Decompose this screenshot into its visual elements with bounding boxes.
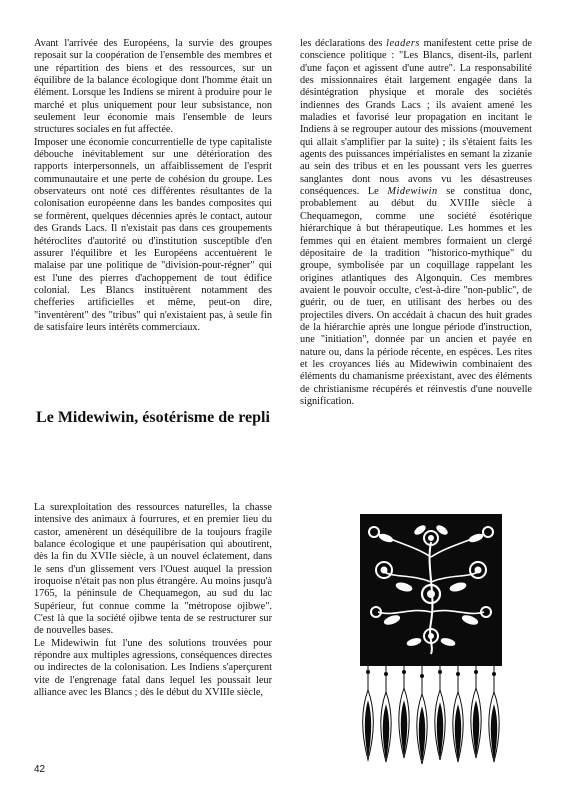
page-number: 42	[34, 764, 46, 775]
text-run: les déclarations des	[300, 38, 387, 49]
left-column-bottom	[34, 502, 272, 700]
text-run: se constitua donc, probablement au début du XVIIIe siècle à Chequamegon, comme une société ésotérique hiérarchique à but thérapeutique. Les hommes et les femmes qui en étaient membres formaient un clergé dépositaire de la tradition "historico-mythique" du groupe, symbolisée par un coquillage rappelant les origines atlantiques des Algonquin. Ces membres avaient le pouvoir occulte, c'est-à-dire "non-public", de guérir, ou de tuer, en utilisant des herbes ou des projectiles divers. On accédait à chacun des huit grades de la hiérarchie après une longue période d'instruction, une "initiation", donnée par un ancien et payée en nature ou, dans la période récente, en espèces. Les rites et les croyances liés au Midewiwin combinaient des éléments du chamanisme préexistant, avec des éléments de christianisme récupérés et réinvestis d'une nouvelle signification.	[300, 186, 532, 407]
emphasis-leaders: leaders	[386, 38, 420, 49]
left-column-top	[34, 38, 272, 334]
paragraph: Imposer une économie concurrentielle de type capitaliste débouche inévitablement sur une détérioration des rapports interpersonnels, un affaiblissement de l'esprit communautaire et une perte de cohésion du groupe. Les observateurs ont noté ces différentes résultantes de la colonisation européenne dans les bandes composites qui se formèrent, quelques décennies après le contact, autour des Grands Lacs. Il n'existait pas dans ces groupements hétéroclites d'autorité ou d'institution susceptible d'en assurer l'équilibre et les Européens accentuèrent le malaise par une politique de "division-pour-régner" qui est l'une des pierres d'achoppement de tout édifice colonial. Les Blancs instituèrent notamment des chefferies artificielles et même, peut-on dire, "inventèrent" des "tribus" qui n'existaient pas, à seule fin de satisfaire leurs intérêts commerciaux.	[34, 136, 272, 333]
paragraph	[300, 38, 532, 408]
paragraph: La surexploitation des ressources naturelles, la chasse intensive des animaux à fourrures, et en premier lieu du castor, amenèrent un déséquilibre de la toujours fragile balance écologique et une paupérisation qui aboutirent, dès la fin du XVIIe siècle, à un nouvel éclatement, dans le sens d'un glissement vers l'Ouest auquel la pression iroquoise n'était pas non plus étrangère. Au moins jusqu'à 1765, la péninsule de Chequamegon, au sud du lac Supérieur, fut connue comme la "métropose ojibwe". C'est là que la société ojibwe tenta de se restructurer sur de nouvelles bases.	[34, 502, 272, 637]
emphasis-midewiwin: Midewiwin	[387, 186, 438, 198]
feather-fringe	[363, 666, 500, 764]
beaded-bag-illustration	[356, 512, 506, 766]
right-column	[300, 38, 532, 408]
paragraph: Le Midewiwin fut l'une des solutions trouvées pour répondre aux multiples agressions, conséquences directes ou indirectes de la colonisation. Les Indiens s'aperçurent vite de l'engrenage fatal dans lequel les poussait leur alliance avec les Blancs ; dès le début du XVIIIe siècle,	[34, 637, 272, 699]
paragraph: Avant l'arrivée des Européens, la survie des groupes reposait sur la coopération de l'ensemble des membres et une répartition des biens et des ressources, sur un équilibre de la balance écologique dont l'homme était un élément. Lorsque les Indiens se mirent à produire pour le marché et plus uniquement pour leur subsistance, non seulement leur économie mais l'ensemble de leurs structures sociales en fut affectée.	[34, 38, 272, 136]
text-run: manifestent cette prise de conscience politique : "Les Blancs, disent-ils, parlent d'une façon et agissent d'une autre". La responsabilité des missionnaires était largement engagée dans la désintégration physique et morale des sociétés indiennes des Grands Lacs ; ils avaient amené les maladies et favorisé leur propagation en incitant le Indiens à se regrouper autour des missions (mouvement qui allait s'amplifier par la suite) ; ils s'étaient faits les agents des puissances impérialistes en semant la zizanie au sein des tribus et en les poussant vers les guerres sanglantes dont nous avons vu les désastreuses conséquences. Le	[300, 38, 533, 198]
section-heading: Le Midewiwin, ésotérisme de repli	[36, 409, 270, 426]
